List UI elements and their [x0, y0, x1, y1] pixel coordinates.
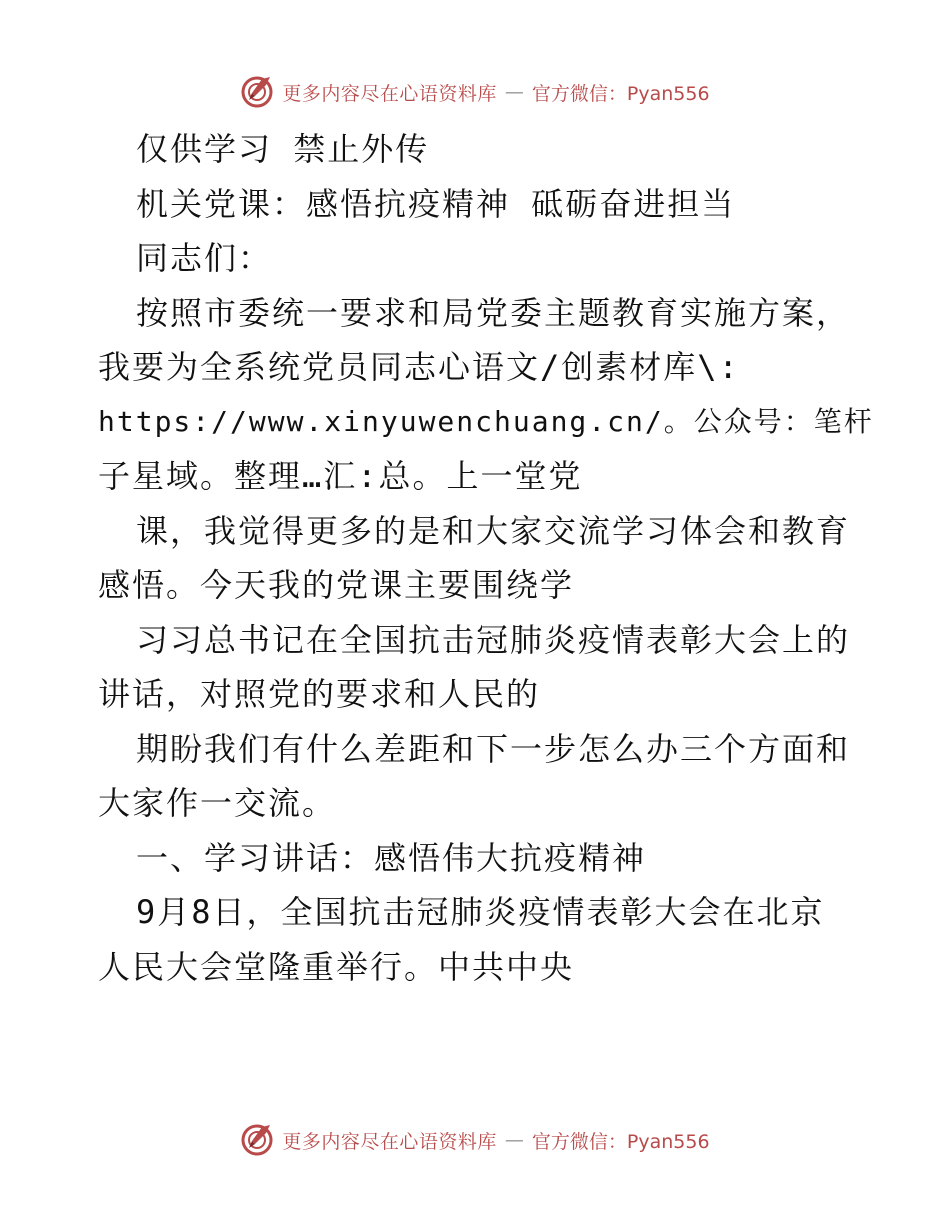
footer-watermark	[0, 1118, 950, 1162]
text-line: 期盼我们有什么差距和下一步怎么办三个方面和	[136, 729, 851, 768]
watermark-separator: —	[504, 81, 524, 103]
watermark-site-text: 更多内容尽在心语资料库	[282, 1130, 497, 1153]
text-line: 机关党课：感悟抗疫精神 砥砺奋进担当	[136, 184, 736, 223]
text-line: https://www.xinyuwenchuang.cn/。公众号：笔杆	[98, 404, 874, 438]
quill-pen-logo-icon	[240, 75, 274, 109]
watermark-contact: 官方微信：Pyan556	[531, 1130, 710, 1153]
text-line: 我要为全系统党员同志心语文/创素材库\:	[98, 348, 740, 386]
text-line: 讲话，对照党的要求和人民的	[98, 675, 541, 713]
text-line: 大家作一交流。	[98, 784, 337, 822]
text-line: 9月8日，全国抗击冠肺炎疫情表彰大会在北京	[136, 893, 825, 931]
watermark-contact: 官方微信：Pyan556	[531, 82, 710, 105]
text-line: 按照市委统一要求和局党委主题教育实施方案，	[136, 293, 851, 332]
watermark-site-text: 更多内容尽在心语资料库	[282, 82, 497, 105]
text-line: 同志们：	[136, 239, 273, 277]
quill-pen-logo-icon	[240, 1123, 274, 1157]
text-line: 一、学习讲话：感悟伟大抗疫精神	[136, 838, 647, 877]
header-watermark	[0, 70, 950, 114]
text-line: 人民大会堂隆重举行。中共中央	[98, 947, 575, 986]
text-line: 感悟。今天我的党课主要围绕学	[98, 566, 575, 604]
document-body	[98, 122, 874, 994]
text-line: 课，我觉得更多的是和大家交流学习体会和教育	[136, 511, 851, 550]
watermark-separator: —	[504, 1129, 524, 1151]
text-line: 子星域。整理…汇:总。上一堂党	[98, 457, 583, 495]
text-line: 仅供学习 禁止外传	[136, 130, 430, 168]
text-line: 习习总书记在全国抗击冠肺炎疫情表彰大会上的	[136, 620, 851, 659]
